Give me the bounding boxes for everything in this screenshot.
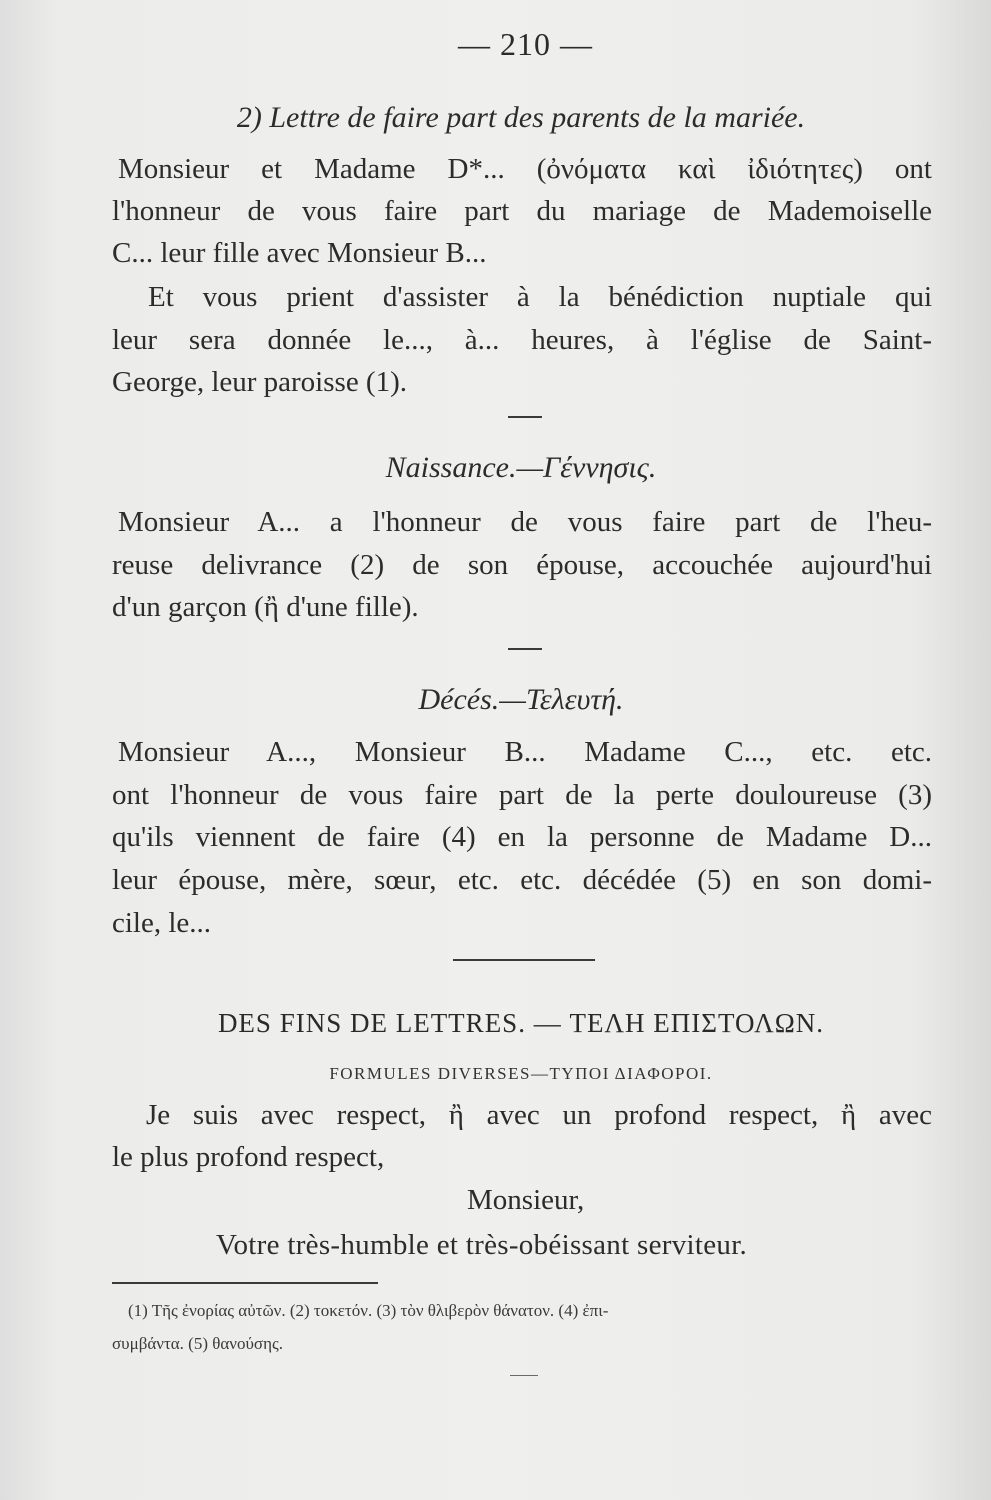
bottom-rule — [510, 1375, 538, 1376]
letter-title: 2) Lettre de faire part des parents de la mariée. — [236, 101, 806, 134]
text-line: Monsieur A... a l'honneur de vous faire part de l'heu- — [118, 506, 932, 538]
footnote-line: συμβάντα. (5) θανούσης. — [112, 1334, 283, 1353]
endings-heading: DES FINS DE LETTRES. — ΤΕΛΗ ΕΠΙΣΤΟΛΩΝ. — [217, 1008, 825, 1038]
footnote-line: (1) Τῆς ἐνορίας αὐτῶν. (2) τοκετόν. (3) τὸν θλιβερὸν θάνατον. (4) ἐπι- — [128, 1301, 609, 1320]
text-line: leur sera donnée le..., à... heures, à l'église de Saint- — [112, 324, 932, 356]
text-line: leur épouse, mère, sœur, etc. etc. décédée (5) en son domi- — [112, 864, 932, 896]
text-line: Monsieur et Madame D*... (ὀνόματα καὶ ἰδιότητες) ont — [118, 153, 932, 185]
text-line: C... leur fille avec Monsieur B... — [112, 237, 487, 269]
section-rule — [453, 959, 595, 961]
text-line: l'honneur de vous faire part du mariage de Mademoiselle — [112, 195, 932, 227]
text-line: Monsieur A..., Monsieur B... Madame C..., etc. etc. — [118, 736, 932, 768]
text-line: le plus profond respect, — [112, 1141, 385, 1173]
text-line: Je suis avec respect, ἢ avec un profond respect, ἢ avec — [146, 1099, 932, 1131]
birth-title: Naissance.—Γέννησις. — [385, 451, 657, 484]
separator-rule — [508, 648, 542, 650]
text-line: qu'ils viennent de faire (4) en la personne de Madame D... — [112, 821, 932, 853]
text-line: d'un garçon (ἢ d'une fille). — [112, 591, 419, 623]
text-line: Et vous prient d'assister à la bénédiction nuptiale qui — [148, 281, 932, 313]
endings-subheading: FORMULES DIVERSES—ΤΥΠΟΙ ΔΙΑΦΟΡΟΙ. — [329, 1064, 713, 1083]
text-line: reuse delivrance (2) de son épouse, accouchée aujourd'hui — [112, 549, 932, 581]
footnote-rule — [112, 1282, 378, 1284]
text-line: ont l'honneur de vous faire part de la perte douloureuse (3) — [112, 779, 932, 811]
page-number: — 210 — — [458, 26, 593, 62]
closing-formula: Votre très-humble et très-obéissant serviteur. — [216, 1229, 748, 1261]
salutation: Monsieur, — [467, 1184, 585, 1216]
separator-rule — [508, 416, 542, 418]
text-line: cile, le... — [112, 907, 212, 939]
text-line: George, leur paroisse (1). — [112, 366, 407, 398]
death-title: Décés.—Τελευτή. — [418, 683, 624, 716]
